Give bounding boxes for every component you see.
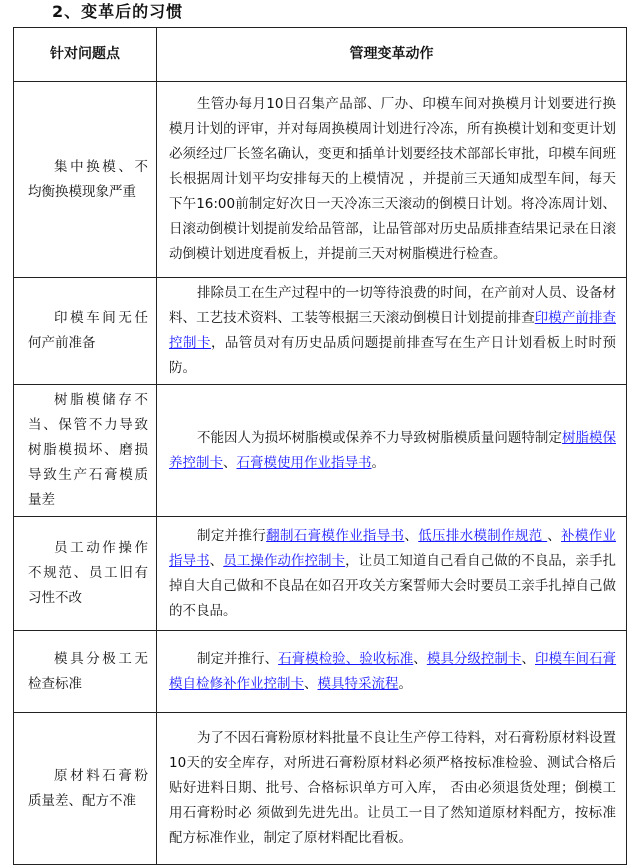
issue-text: 原材料石膏粉质量差、配方不准 (28, 767, 148, 809)
issue-text: 模具分极工无检查标准 (28, 650, 148, 692)
action-cell (157, 517, 627, 631)
action-cell (157, 82, 627, 278)
issue-cell (14, 385, 157, 517)
action-text: 不能因人为损坏树脂模或保养不力导致树脂模质量问题特制定 (197, 429, 562, 446)
action-text: 、 (547, 527, 562, 544)
action-paragraph (169, 524, 616, 624)
table-row (14, 631, 627, 713)
action-paragraph (169, 281, 616, 381)
document-link[interactable]: 石膏模使用作业指导书 (236, 454, 372, 471)
action-cell (157, 385, 627, 517)
document-link[interactable]: 印模车间石膏模自检修补作业控制卡 (169, 650, 617, 692)
action-text: 制定并推行、 (197, 650, 279, 667)
action-text: 、 (209, 552, 224, 569)
section-heading: 2、变革后的习惯 (52, 2, 184, 21)
action-text: 、 (413, 650, 427, 667)
issue-cell (14, 517, 157, 631)
document-link[interactable]: 低压排水模制作规范 (418, 527, 548, 544)
action-text: 。 (371, 454, 385, 471)
document-link[interactable]: 补模作业指导书 (169, 527, 617, 569)
action-text: ，品管员对有历史品质问题提前排查写在生产日计划看板上时时预防。 (169, 335, 617, 376)
table-row (14, 82, 627, 278)
action-text: 、 (304, 675, 318, 692)
action-cell (157, 278, 627, 385)
document-link[interactable]: 模具特采流程 (317, 675, 399, 692)
document-link[interactable]: 员工操作动作控制卡 (223, 552, 346, 569)
issue-text: 树脂模储存不当、保管不力导致树脂模损坏、磨损导致生产石膏模质量差 (28, 392, 148, 508)
action-text: 制定并推行 (197, 527, 267, 544)
issue-text: 印模车间无任何产前准备 (28, 310, 148, 351)
action-paragraph (169, 726, 616, 851)
table-row (14, 517, 627, 631)
action-text: ，让员工知道自己看自己做的不良品，亲手扎掉自大自己做和不良品在如召开攻关方案誓师大会时要员工亲手扎掉自己做的不良品。 (169, 552, 616, 619)
action-paragraph (169, 426, 616, 476)
table-header-row (14, 28, 627, 82)
issue-cell (14, 278, 157, 385)
header-action: 管理变革动作 (157, 28, 627, 82)
table-row (14, 713, 627, 865)
document-link[interactable]: 印模产前排查控制卡 (169, 310, 616, 351)
action-text: 、 (223, 454, 237, 471)
action-text: 排除员工在生产过程中的一切等待浪费的时间，在产前对人员、设备材料、工艺技术资料、工装等根据三天滚动倒模日计划提前排查 (169, 285, 616, 326)
document-link[interactable]: 翻制石膏模作业指导书 (266, 527, 405, 544)
issue-cell (14, 82, 157, 278)
document-link[interactable]: 模具分级控制卡 (426, 650, 522, 667)
document-link[interactable]: 石膏模检验、验收标准 (278, 650, 414, 667)
action-paragraph (169, 92, 616, 267)
issue-cell (14, 713, 157, 865)
habits-table (13, 27, 627, 865)
action-text: 为了不因石膏粉原材料批量不良让生产停工待料，对石膏粉原材料设置10天的安全库存，对所进石膏粉原材料必须严格按标准检验、测试合格后贴好进料日期、批号、合格标识单方可入库， 否由必须退货处理；倒模工用石膏粉时必 须做到先进先出。让员工一目了然知道原材料配方，按标准配方标准作业，制定了原材料配比看板。 (169, 730, 616, 846)
action-text: 、 (521, 650, 535, 667)
issue-cell (14, 631, 157, 713)
action-text: 。 (398, 675, 412, 692)
action-cell (157, 631, 627, 713)
issue-text: 集中换模、不均衡换模现象严重 (28, 158, 148, 200)
header-issue: 针对问题点 (14, 28, 157, 82)
document-link[interactable]: 树脂模保养控制卡 (169, 429, 617, 471)
action-text: 、 (404, 527, 419, 544)
action-paragraph (169, 647, 616, 697)
action-cell (157, 713, 627, 865)
issue-text: 员工动作操作不规范、员工旧有习性不改 (28, 540, 148, 606)
table-row (14, 278, 627, 385)
table-row (14, 385, 627, 517)
action-text: 生管办每月10日召集产品部、厂办、印模车间对换模月计划要进行换模月计划的评审，并对每周换模周计划进行冷冻，所有换模计划和变更计划必须经过厂长签名确认，变更和插单计划要经技术部部长审批，印模车间班长根据周计划平均安排每天的上模情况 ，并提前三天通知成型车间，每天下午16:00前制定好次日一天冷冻三天滚动的倒模日计划。将冷冻周计划、日滚动倒模计划提前发给品管部，让品管部对历史品质排查结果记录在日滚动倒模计划进度看板上，并提前三天对树脂模进行检查。 (169, 96, 616, 262)
